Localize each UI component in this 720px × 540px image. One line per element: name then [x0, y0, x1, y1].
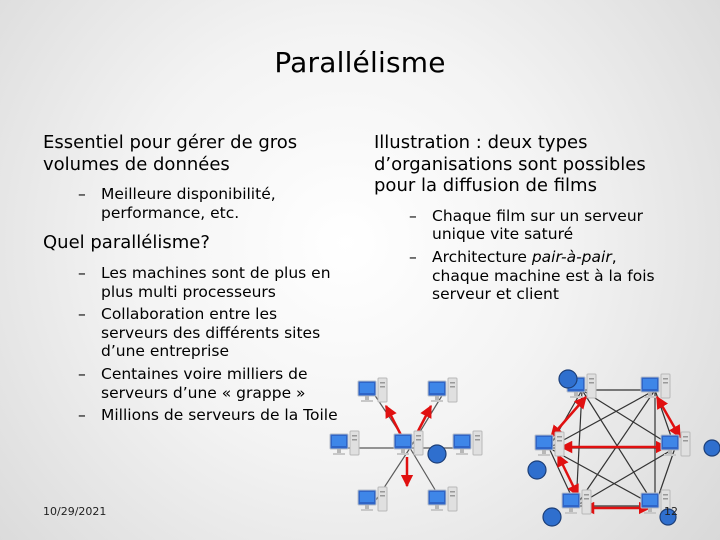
right-bullet-1-sub-1: – Chaque film sur un serveur unique vite saturé: [432, 207, 674, 244]
computer-icon: [358, 487, 387, 511]
left-bullet-2-sub-4: – Millions de serveurs de la Toile: [101, 406, 343, 425]
peer-computer-icon: [535, 432, 564, 456]
peer-computer-icon: [661, 432, 690, 456]
architecture-label: Architecture: [432, 247, 532, 266]
peer-node-icon: [704, 440, 720, 456]
left-bullet-2-sub-1: – Les machines sont de plus en plus multi processeurs: [101, 264, 343, 301]
left-bullet-2-sub-2: – Collaboration entre les serveurs des différents sites d’une entreprise: [101, 305, 343, 361]
computer-icon: [453, 431, 482, 455]
computer-icon: [428, 487, 457, 511]
peer-to-peer-diagram: [528, 370, 720, 526]
client-server-diagram: [330, 378, 482, 511]
architecture-description: , chaque machine est à la fois serveur et client: [432, 247, 655, 304]
peer-node-icon: [559, 370, 577, 388]
computer-icon: [330, 431, 359, 455]
peer-node-icon: [543, 508, 561, 526]
footer-date: 10/29/2021: [43, 505, 107, 518]
left-bullet-1: Essentiel pour gérer de gros volumes de données: [43, 132, 298, 175]
pair-a-pair-emphasis: pair-à-pair: [531, 247, 612, 266]
left-bullet-2-sub-3: – Centaines voire milliers de serveurs d’une « grappe »: [101, 365, 343, 402]
computer-icon: [358, 378, 387, 402]
page-number: 12: [664, 505, 678, 518]
computer-icon: [428, 378, 457, 402]
peer-computer-icon: [562, 490, 591, 514]
peer-node-icon: [528, 461, 546, 479]
server-icon: [394, 431, 423, 455]
slide-title: Parallélisme: [274, 46, 446, 79]
user-node-icon: [428, 445, 446, 463]
left-bullet-1-sub-1: – Meilleure disponibilité, performance, etc.: [101, 185, 343, 222]
right-bullet-1: Illustration : deux types d’organisations sont possibles pour la diffusion de films: [374, 132, 646, 197]
left-bullet-2: Quel parallélisme?: [43, 232, 210, 254]
